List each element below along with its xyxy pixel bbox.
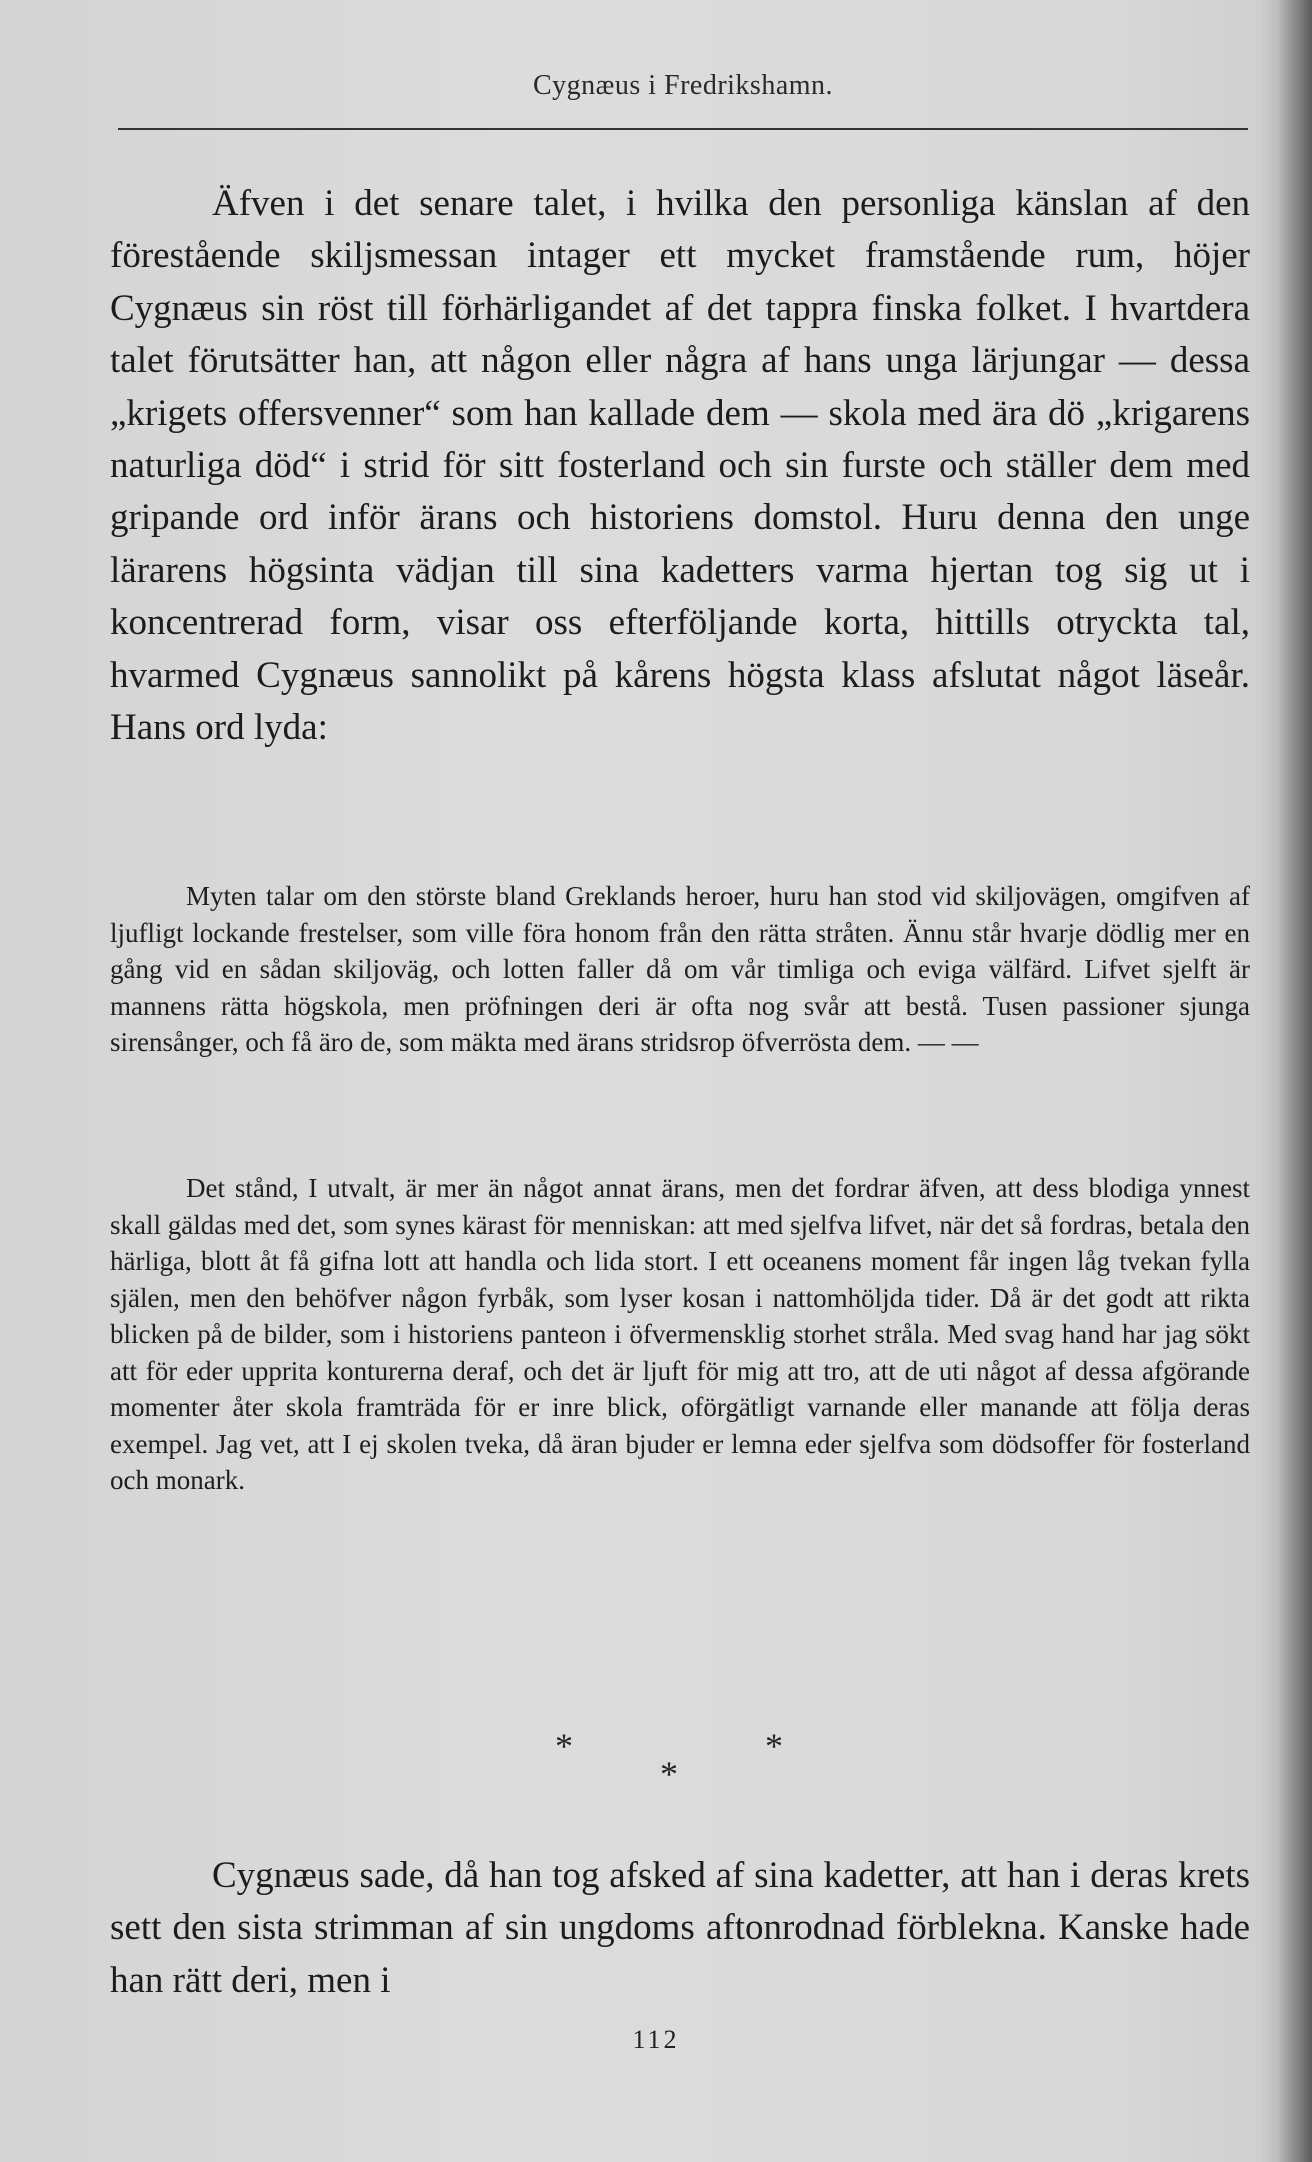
page-edge-shadow bbox=[1278, 0, 1312, 2162]
separator-star: * bbox=[555, 1726, 573, 1766]
quoted-speech-paragraph-2: Det stånd, I utvalt, är mer än något annat ärans, men det fordrar äfven, att dess blodiga ynnest skall gäldas med det, som synes kärast för menniskan: att med sjelfva lifvet, när det så fordras, betala den härliga, blott åt få gifna lott att handla och lida stort. I ett oceanens moment får ingen låg tvekan fylla själen, men den behöfver någon fyrbåk, som lyser kosan i nattomhöljda tider. Då är det godt att rikta blicken på de bilder, som i historiens panteon i öfvermensklig storhet stråla. Med svag hand har jag sökt att för eder upprita konturerna deraf, och det är ljuft för mig att tro, att de uti något af dessa afgörande momenter åter skola framträda för er inre blick, oförgätligt varnande eller manande att följa deras exempel. Jag vet, att I ej skolen tveka, då äran bjuder er lemna eder sjelfva som dödsoffer för fosterland och monark. bbox=[110, 1173, 1250, 1495]
page-number: 112 bbox=[632, 2025, 680, 2054]
quoted-speech-paragraph-1: Myten talar om den störste bland Greklands heroer, huru han stod vid skiljovägen, omgifven af ljufligt lockande frestelser, som ville föra honom från den rätta stråten. Ännu står hvarje dödlig mer en gång vid en sådan skiljoväg, och lotten faller då om vår timliga och eviga välfärd. Lifvet sjelft är mannens rätta högskola, men pröfningen deri är ofta nog svår att bestå. Tusen passioner sjunga sirensånger, och få äro de, som mäkta med ärans stridsrop öfverrösta dem. — — bbox=[110, 881, 1250, 1057]
header-rule bbox=[118, 128, 1248, 130]
intro-paragraph: Äfven i det senare talet, i hvilka den personliga känslan af den förestående skiljsmessan intager ett mycket framstående rum, höjer Cygnæus sin röst till förhärligandet af det tappra finska folket. I hvartdera talet förutsätter han, att någon eller några af hans unga lärjungar — dessa „krigets offersvenner“ som han kallade dem — skola med ära dö „krigarens naturliga död“ i strid för sitt fosterland och sin furste och ställer dem med gripande ord inför ärans och historiens domstol. Huru denna den unge lärarens högsinta vädjan till sina kadetters varma hjertan tog sig ut i koncentrerad form, visar oss efterföljande korta, hittills otryckta tal, hvarmed Cygnæus sannolikt på kårens högsta klass afslutat något läseår. Hans ord lyda: bbox=[110, 183, 1250, 749]
section-separator bbox=[0, 1725, 1312, 1794]
separator-star: * bbox=[765, 1726, 783, 1766]
separator-star: * bbox=[660, 1754, 678, 1794]
closing-paragraph: Cygnæus sade, då han tog afsked af sina kadetter, att han i deras krets sett den sista strimman af sin ungdoms aftonrodnad förblekna. Kanske hade han rätt deri, men i bbox=[110, 1855, 1250, 2001]
running-header: Cygnæus i Fredrikshamn. bbox=[532, 70, 834, 101]
